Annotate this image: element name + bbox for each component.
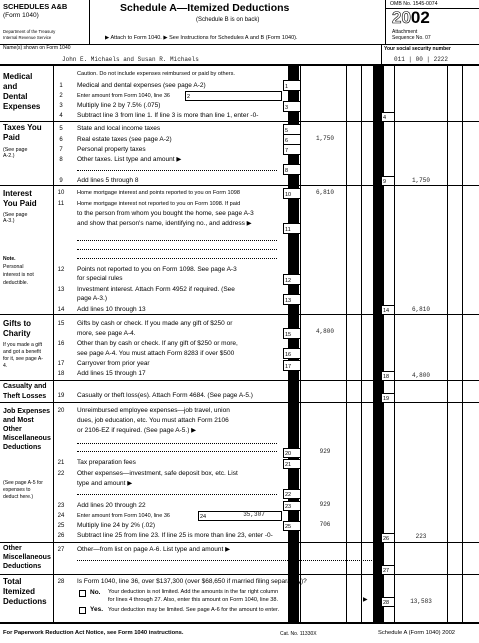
- line-4-label: Subtract line 3 from line 1. If line 3 is more than line 1, enter -0-: [77, 112, 259, 119]
- line-15-label-a: Gifts by cash or check. If you made any gift of $250 or: [77, 320, 233, 327]
- line-25-amount[interactable]: 706: [319, 521, 331, 528]
- section-gifts-2: Charity: [3, 329, 31, 338]
- year-prefix: 20: [392, 8, 411, 27]
- line-7-number-box: 7: [283, 144, 301, 155]
- footer-form: Schedule A (Form 1040) 2002: [378, 630, 456, 636]
- line-28-no-text-b: for lines 4 through 27. Also, enter this amount on Form 1040, line 38.: [108, 597, 279, 603]
- line-21-label: Tax preparation fees: [77, 459, 136, 466]
- form-ref: (Form 1040): [3, 12, 39, 19]
- tax-year: [392, 9, 430, 27]
- line-9-number-box: 9: [381, 176, 395, 186]
- section-job: [3, 408, 51, 452]
- section-job-2: and Most: [3, 417, 34, 424]
- line-26-amount[interactable]: 223: [415, 533, 427, 540]
- section-total-1: Total: [3, 577, 22, 586]
- line-11-number-box: 11: [283, 223, 301, 234]
- footer-notice: For Paperwork Reduction Act Notice, see Form 1040 instructions.: [3, 630, 184, 636]
- section-job-3: Other: [3, 426, 22, 433]
- line-28-yes-label: Yes.: [90, 606, 104, 613]
- line-12-label-b: for special rules: [77, 275, 123, 282]
- line-17-label: Carryover from prior year: [77, 360, 150, 367]
- gifts-note: If you made a gift and got a benefit for it, see page A-4.: [3, 342, 43, 369]
- line-4-number-box: 4: [381, 112, 395, 122]
- line-28-no-label: No.: [90, 589, 101, 596]
- line-28-yes-checkbox[interactable]: [79, 607, 86, 614]
- form-title: Schedule A—Itemized Deductions: [120, 2, 290, 14]
- line-23-label: Add lines 20 through 22: [77, 502, 146, 509]
- line-16-label-a: Other than by cash or check. If any gift of $250 or more,: [77, 340, 238, 347]
- section-other-3: Deductions: [3, 563, 42, 570]
- line-28-arrow: ▶: [363, 597, 368, 603]
- line-10-number-box: 10: [283, 188, 301, 199]
- line-28-yes-text: Your deduction may be limited. See page A-6 for the amount to enter.: [108, 607, 280, 613]
- line-9-label: Add lines 5 through 8: [77, 177, 139, 184]
- section-medical-3: Dental: [3, 92, 28, 101]
- line-2-label: Enter amount from Form 1040, line 36: [77, 93, 170, 99]
- line-28-no-text-a: Your deduction is not limited. Add the amounts in the far right column: [108, 589, 279, 595]
- line-23-number-box: 23: [283, 501, 301, 511]
- line-1-label: Medical and dental expenses (see page A-2): [77, 82, 206, 89]
- taxpayer-names[interactable]: John E. Michaels and Susan R. Michaels: [62, 56, 199, 63]
- line-9-amount[interactable]: 1,750: [411, 177, 430, 184]
- section-total: [3, 578, 47, 606]
- line-10-label: Home mortgage interest and points reported to you on Form 1098: [77, 190, 240, 196]
- section-medical-4: Expenses: [3, 102, 41, 111]
- section-gifts: [3, 320, 31, 338]
- line-13-number-box: 13: [283, 294, 301, 305]
- note-title: Note.: [3, 256, 16, 262]
- section-job-5: Deductions: [3, 444, 42, 451]
- line-23-amount[interactable]: 929: [319, 501, 331, 508]
- line-28-label: Is Form 1040, line 36, over $137,300 (over $68,650 if married filing separately)?: [77, 578, 307, 585]
- line-17-number-box: 17: [283, 360, 301, 371]
- line-15-amount[interactable]: 4,800: [315, 328, 334, 335]
- line-12-label-a: Points not reported to you on Form 1098. See page A-3: [77, 266, 237, 273]
- section-total-3: Deductions: [3, 597, 47, 606]
- year-suffix: 02: [410, 8, 430, 27]
- line-20-number-box: 20: [283, 448, 301, 458]
- line-19-number-box: 19: [381, 393, 395, 403]
- footer-cat: Cat. No. 11330X: [280, 631, 317, 637]
- sequence-number: Sequence No. 07: [392, 35, 431, 41]
- section-other: [3, 545, 51, 571]
- section-job-4: Miscellaneous: [3, 435, 51, 442]
- line-28-number-box: 28: [381, 597, 395, 607]
- line-28-no-checkbox[interactable]: [79, 590, 86, 597]
- form-name: SCHEDULES A&B: [3, 2, 68, 11]
- line-18-number-box: 18: [381, 371, 395, 381]
- attachment-label: Attachment: [392, 29, 418, 35]
- line-22-number-box: 22: [283, 489, 301, 499]
- line-20-amount[interactable]: 929: [319, 448, 331, 455]
- section-casualty-2: Theft Losses: [3, 393, 47, 400]
- schedule-a-form: SCHEDULES A&B (Form 1040) Department of the Treasury Internal Revenue Service Schedule A—Itemized Deductions (Schedule B is on back) ▶ Attach to Form 1040. ▶ See Instructions for Schedules A and B (Form 1040). OMB No. 1545-0074 2002 Attachment Sequence No. 07 Name(s) shown on Form 1040 John E. Michaels and Susan R. Michaels Your social security number 011 | 00 | 2222 Medical and Dental Expenses Caution. Do not include expenses reimbursed or paid by others. 1 Medical and dental expenses (see page A-2) 1 2 Enter amount from Form 1040, line 36 2 3 Multiply line 2 by 7.5% (.075) 3 4 Subtract line 3 from line 1. If line 3 is more than line 1, enter -0- 4 Taxes You Paid (See page A-2.) 5 State and local income taxes 5 6 Real estate taxes (see page A-2) 6 1,750 7 Personal property taxes 7 8 Other taxes. List type and amount ▶ 8 9 Add lines 5 through 8 9 1,750 Interest You Paid (See page A-3.) 10 Home mortgage interest and points reported to you on Form 1098 10 6,810 11 Home mortgage interest not reported to you on Form 1098. If paid to the person from whom you bought the home, see page A-3 and show that person's name, identifying no., and address ▶ 11 Note. Personal interest is not deductible. 12 Points not reported to you on Form 1098. See page A-3 for special rules 12 13 Investment interest. Attach Form 4952 if required. (See page A-3.) 13 14 Add lines 10 through 13 14 6,810 Gifts to Charity If you made a gift and got a benefit for it, see page A-4. 15 Gifts by cash or check. If you made any gift of $250 or more, see page A-4. 15 4,800 16 Other than by cash or check. If any gift of $250 or more, see page A-4. You must attach Form 8283 if over $500 16 17 Carryover from prior year 17 18 Add lines 15 through 17 18 4,800 Casualty and Theft Losses 19 Casualty or theft loss(es). Attach Form 4684. (See page A-5.) 19 Job Expenses and Most Other Miscellaneous Deductions (See page A-5 for expenses to deduct here.) 20 Unreimbursed employee expenses—job travel, union dues, job education, etc. You must attach Form 2106 or 2106-EZ if required. (See page A-5.) ▶ 20 929 21 Tax preparation fees 21 22 Other expenses—investment, safe deposit box, etc. List type and amount ▶ 22 23 Add lines 20 through 22 23 929 24 Enter amount from Form 1040, line 36 24 35,307 25 Multiply line 24 by 2% (.02) 25 706 26 Subtract line 25 from line 23. If line 25 is more than line 23, enter -0- 26 223 Other Miscellaneous Deductions 27 Other—from list on page A-6. List type and amount ▶ 27 Total Itemized Deductions 28 Is Form 1040, line 36, over $137,300 (over $68,650 if married filing separately)? No. Your deduction is not limited. Add the amounts in the far right column for lines 4 through 27. Also, enter this amount on Form 1040, line 38. ▶ Yes. Your deduction may be limited. See page A-6 for the amount to enter. 28 13,583 For Paperwork Reduction Act Notice, see Form 1040 instructions. Cat. No. 11330X Schedule A (Form 1040) 2002: [0, 0, 479, 643]
- line-24-label: Enter amount from Form 1040, line 36: [77, 513, 170, 519]
- note-text: Personal interest is not deductible.: [3, 264, 34, 286]
- line-8-number-box: 8: [283, 164, 301, 175]
- line-3-number-box: 3: [283, 101, 301, 112]
- section-taxes-2: Paid: [3, 133, 20, 142]
- line-3-label: Multiply line 2 by 7.5% (.075): [77, 102, 161, 109]
- irs-label: Internal Revenue Service: [3, 35, 52, 40]
- taxes-see: (See page A-2.): [3, 147, 28, 159]
- line-11-label-b: to the person from whom you bought the home, see page A-3: [77, 210, 254, 217]
- line-13-label-a: Investment interest. Attach Form 4952 if required. (See: [77, 286, 235, 293]
- line-14-amount[interactable]: 6,810: [411, 306, 430, 313]
- line-25-number-box: 25: [283, 521, 301, 531]
- line-27-number-box: 27: [381, 565, 395, 575]
- names-label: Name(s) shown on Form 1040: [3, 45, 71, 51]
- section-casualty: [3, 383, 47, 401]
- line-10-amount[interactable]: 6,810: [315, 189, 334, 196]
- section-taxes: [3, 124, 42, 142]
- interest-see: (See page A-3.): [3, 212, 28, 224]
- line-1-number-box: 1: [283, 80, 301, 91]
- line-16-number-box: 16: [283, 348, 301, 359]
- section-total-2: Itemized: [3, 587, 36, 596]
- line-16-label-b: see page A-4. You must attach Form 8283 if over $500: [77, 350, 235, 357]
- line-18-label: Add lines 15 through 17: [77, 370, 146, 377]
- line-20-label-a: Unreimbursed employee expenses—job travel, union: [77, 407, 230, 414]
- line-20-label-c: or 2106-EZ if required. (See page A-5.) ▶: [77, 427, 197, 434]
- line-27-label: Other—from list on page A-6. List type and amount ▶: [77, 546, 231, 553]
- line-22-label-a: Other expenses—investment, safe deposit box, etc. List: [77, 470, 238, 477]
- line-26-label: Subtract line 25 from line 23. If line 25 is more than line 23, enter -0-: [77, 532, 273, 539]
- line-12-number-box: 12: [283, 274, 301, 285]
- line-24-input[interactable]: 24: [198, 511, 282, 521]
- job-see: (See page A-5 for expenses to deduct here.): [3, 480, 43, 500]
- section-medical: [3, 73, 40, 111]
- line-15-label-b: more, see page A-4.: [77, 330, 136, 337]
- line-28-amount[interactable]: 13,583: [410, 598, 432, 605]
- section-taxes-1: Taxes You: [3, 123, 42, 132]
- section-job-1: Job Expenses: [3, 408, 51, 415]
- section-other-1: Other: [3, 545, 22, 552]
- line-20-label-b: dues, job education, etc. You must attach Form 2106: [77, 417, 229, 424]
- line-21-number-box: 21: [283, 459, 301, 469]
- line-25-label: Multiply line 24 by 2% (.02): [77, 522, 156, 529]
- line-15-number-box: 15: [283, 328, 301, 339]
- line-7-label: Personal property taxes: [77, 146, 146, 153]
- line-24-amount[interactable]: 35,307: [243, 511, 265, 518]
- ssn-value[interactable]: 011 | 00 | 2222: [394, 56, 449, 63]
- line-13-label-b: page A-3.): [77, 295, 107, 302]
- line-11-label-c: and show that person's name, identifying no., and address ▶: [77, 220, 252, 227]
- line-2-input[interactable]: 2: [185, 91, 282, 101]
- section-medical-2: and: [3, 82, 18, 91]
- section-interest-1: Interest: [3, 189, 32, 198]
- omb-number: OMB No. 1545-0074: [390, 1, 438, 7]
- section-other-2: Miscellaneous: [3, 554, 51, 561]
- section-interest: [3, 190, 37, 208]
- section-casualty-1: Casualty and: [3, 383, 47, 390]
- form-subtitle: (Schedule B is on back): [196, 17, 260, 23]
- section-medical-1: Medical: [3, 72, 33, 81]
- line-6-amount[interactable]: 1,750: [315, 135, 334, 142]
- line-6-number-box: 6: [283, 134, 301, 145]
- line-19-label: Casualty or theft loss(es). Attach Form 4684. (See page A-5.): [77, 392, 253, 399]
- attach-instructions: ▶ Attach to Form 1040. ▶ See Instructions for Schedules A and B (Form 1040).: [105, 35, 298, 41]
- line-14-number-box: 14: [381, 305, 395, 315]
- dept-label: Department of the Treasury: [3, 29, 56, 34]
- line-11-label-a: Home mortgage interest not reported to you on Form 1098. If paid: [77, 201, 241, 207]
- line-8-label: Other taxes. List type and amount ▶: [77, 156, 182, 163]
- line-18-amount[interactable]: 4,800: [411, 372, 430, 379]
- line-5-label: State and local income taxes: [77, 125, 161, 132]
- line-26-number-box: 26: [381, 533, 395, 543]
- line-6-label: Real estate taxes (see page A-2): [77, 136, 172, 143]
- line-5-number-box: 5: [283, 124, 301, 135]
- section-gifts-1: Gifts to: [3, 319, 31, 328]
- line-22-label-b: type and amount ▶: [77, 480, 133, 487]
- ssn-label: Your social security number: [384, 46, 451, 52]
- caution-text: Caution. Do not include expenses reimbursed or paid by others.: [77, 71, 235, 77]
- line-14-label: Add lines 10 through 13: [77, 306, 146, 313]
- section-interest-2: You Paid: [3, 199, 37, 208]
